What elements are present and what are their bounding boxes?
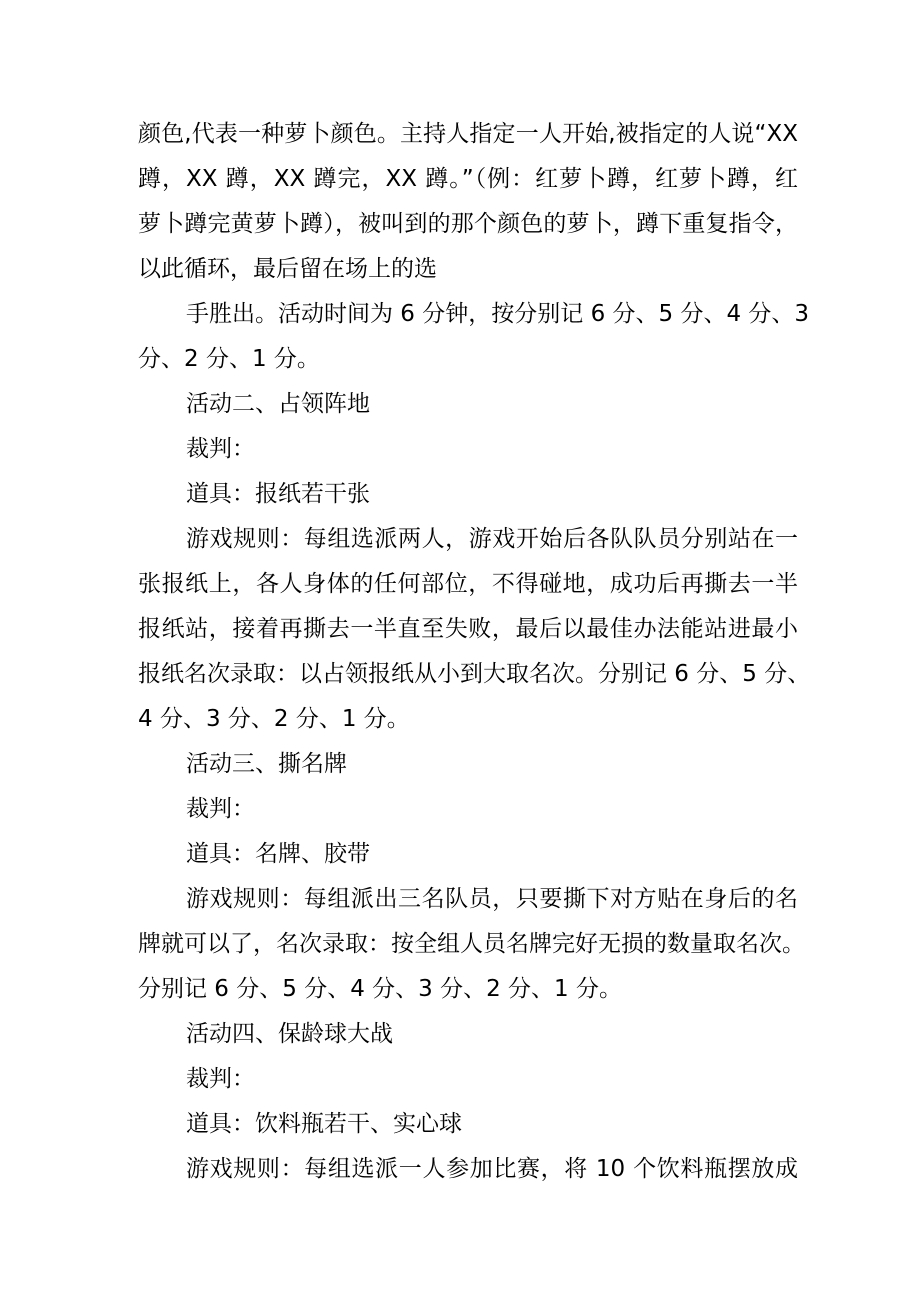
referee-label [138, 1057, 798, 1102]
text-line: 颜色,代表一种萝卜颜色。主持人指定一人开始,被指定的人说“XX [138, 121, 798, 147]
text-line: 游戏规则：每组派出三名队员，只要撕下对方贴在身后的名 [186, 886, 798, 912]
text-line: 活动三、撕名牌 [186, 751, 347, 777]
text-line: 牌就可以了，名次录取：按全组人员名牌完好无损的数量取名次。 [138, 931, 805, 957]
text-line: 4 分、3 分、2 分、1 分。 [138, 706, 410, 732]
text-line: 游戏规则：每组选派一人参加比赛，将 10 个饮料瓶摆放成 [186, 1156, 798, 1182]
text-line: 报纸名次录取：以占领报纸从小到大取名次。分别记 6 分、5 分、 [138, 661, 811, 687]
text-line: 活动二、占领阵地 [186, 391, 370, 417]
text-line: 裁判： [186, 1066, 255, 1092]
text-line: 道具：名牌、胶带 [186, 841, 370, 867]
referee-label [138, 787, 798, 832]
rules-paragraph [138, 1147, 798, 1192]
activity-2-heading [138, 382, 798, 427]
text-line: 道具：报纸若干张 [186, 481, 370, 507]
activity-4-heading [138, 1012, 798, 1057]
text-line: 报纸站，接着再撕去一半直至失败，最后以最佳办法能站进最小 [138, 616, 798, 642]
text-line: 蹲，XX 蹲，XX 蹲完，XX 蹲。”（例：红萝卜蹲，红萝卜蹲，红 [138, 166, 798, 192]
text-line: 分别记 6 分、5 分、4 分、3 分、2 分、1 分。 [138, 976, 622, 1002]
document-body [138, 112, 811, 1192]
props-line [138, 472, 798, 517]
text-line: 张报纸上，各人身体的任何部位，不得碰地，成功后再撕去一半 [138, 571, 798, 597]
text-line: 裁判： [186, 436, 255, 462]
text-line: 裁判： [186, 796, 255, 822]
referee-label [138, 427, 798, 472]
text-line: 活动四、保龄球大战 [186, 1021, 393, 1047]
text-line: 以此循环，最后留在场上的选 [138, 256, 437, 282]
activity-3-heading [138, 742, 798, 787]
text-line: 游戏规则：每组选派两人，游戏开始后各队队员分别站在一 [186, 526, 798, 552]
paragraph-1 [138, 112, 798, 292]
text-line: 萝卜蹲完黄萝卜蹲），被叫到的那个颜色的萝卜，蹲下重复指令， [138, 211, 798, 237]
text-line: 分、2 分、1 分。 [138, 346, 320, 372]
rules-paragraph [138, 517, 811, 742]
text-line: 道具：饮料瓶若干、实心球 [186, 1111, 462, 1137]
text-line: 手胜出。活动时间为 6 分钟，按分别记 6 分、5 分、4 分、3 [186, 301, 810, 327]
paragraph-2 [138, 292, 810, 382]
props-line [138, 1102, 798, 1147]
props-line [138, 832, 798, 877]
rules-paragraph [138, 877, 805, 1012]
